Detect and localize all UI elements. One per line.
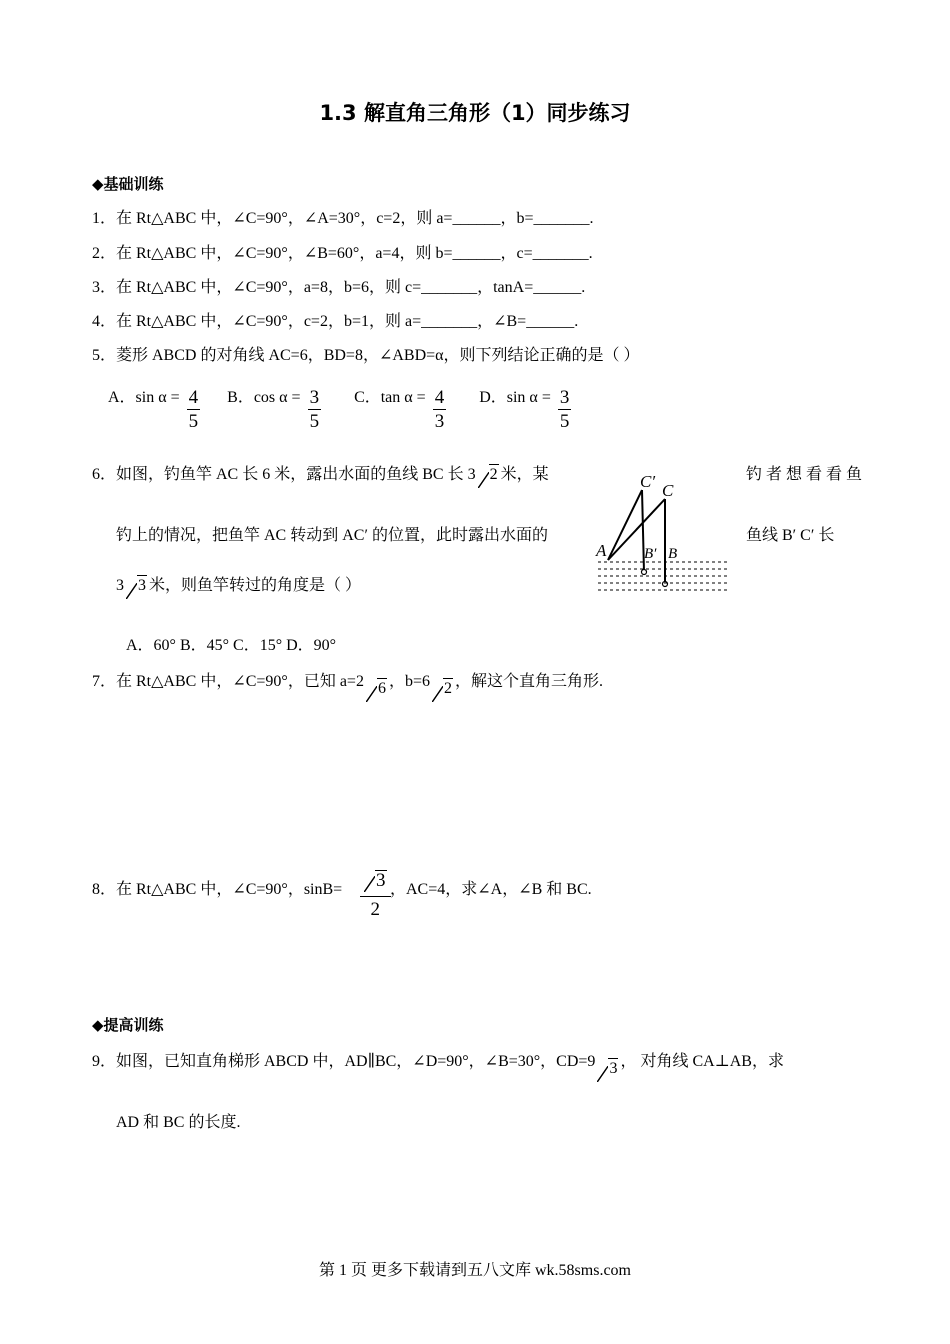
label-b: B <box>668 546 678 562</box>
q5-option-b-label: B．cos α = <box>227 389 301 407</box>
label-a: A <box>596 541 607 560</box>
question-5: 5．菱形 ABCD 的对角线 AC=6，BD=8，∠ABD=α，则下列结论正确的是（ ） <box>92 347 640 364</box>
label-b-prime: B′ <box>644 546 657 562</box>
question-8-b: ，AC=4，求∠A，∠B 和 BC. <box>390 881 592 898</box>
question-4: 4．在 Rt△ABC 中，∠C=90°，c=2，b=1，则 a=_______，∠B=______. <box>92 313 579 330</box>
hook-b-prime <box>642 570 647 575</box>
question-2: 2．在 Rt△ABC 中，∠C=90°，∠B=60°，a=4，则 b=______，c=_______. <box>92 245 593 262</box>
label-c: C <box>662 481 674 500</box>
section-advanced-training: ◆提高训练 <box>92 1016 164 1034</box>
question-6-line-1: 6．如图，钓鱼竿 AC 长 6 米，露出水面的鱼线 BC 长 3 2 米，某 <box>92 466 549 483</box>
sqrt-3: 3 <box>126 575 147 596</box>
page-title: 1.3 解直角三角形（1）同步练习 <box>319 101 631 125</box>
q5-option-c-fraction: $\frac{4}{3}$ <box>434 387 445 432</box>
q5-option-d-label: D．sin α = <box>479 389 551 407</box>
question-6-line-1-right: 钓 者 想 看 看 鱼 <box>746 466 863 483</box>
section-basic-training: ◆基础训练 <box>92 175 164 193</box>
question-9-line-1: 9．如图，已知直角梯形 ABCD 中，AD∥BC，∠D=90°，∠B=30°，CD=9 3 ， 对角线 CA⊥AB，求 <box>92 1053 784 1077</box>
q5-option-a-label: A．sin α = <box>108 389 180 407</box>
question-9-line-2: AD 和 BC 的长度. <box>116 1114 241 1131</box>
q5-option-a-fraction: $\frac{4}{5}$ <box>188 387 199 432</box>
rod-ac-prime <box>608 490 642 560</box>
label-c-prime: C′ <box>640 472 656 491</box>
q5-options <box>108 375 574 432</box>
question-6-line-3: 3 3 米，则鱼竿转过的角度是（ ） <box>116 577 362 594</box>
q8-fraction: 3 2 <box>360 868 391 923</box>
question-3: 3．在 Rt△ABC 中，∠C=90°，a=8，b=6，则 c=_______，tanA=______. <box>92 279 586 296</box>
sqrt-3-numerator: 3 <box>364 868 387 896</box>
hook-b <box>663 582 668 587</box>
q5-option-c-label: C．tan α = <box>354 389 426 407</box>
sqrt-2-b: 2 <box>432 678 453 699</box>
q5-option-d-fraction: $\frac{3}{5}$ <box>559 387 570 432</box>
page-footer: 第 1 页 更多下载请到五八文库 wk.58sms.com <box>318 1262 631 1279</box>
question-6-options: A．60° B．45° C．15° D．90° <box>126 637 337 654</box>
question-7: 7．在 Rt△ABC 中，∠C=90°，已知 a=2 6 ，b=6 2 ，解这个直角三角形. <box>92 673 603 697</box>
question-8-a: 8．在 Rt△ABC 中，∠C=90°，sinB= <box>92 881 343 898</box>
question-6-line-2: 钓上的情况，把鱼竿 AC 转动到 AC′ 的位置，此时露出水面的 <box>116 527 548 544</box>
sqrt-6: 6 <box>366 678 387 699</box>
question-1: 1．在 Rt△ABC 中，∠C=90°，∠A=30°，c=2，则 a=______，b=_______. <box>92 210 594 227</box>
sqrt-2: 2 <box>478 464 499 485</box>
sqrt-3-q9: 3 <box>597 1058 618 1079</box>
question-6-line-2-right: 鱼线 B′ C′ 长 <box>746 527 835 544</box>
q5-option-b-fraction: $\frac{3}{5}$ <box>309 387 320 432</box>
fishing-rod-figure <box>592 468 732 593</box>
